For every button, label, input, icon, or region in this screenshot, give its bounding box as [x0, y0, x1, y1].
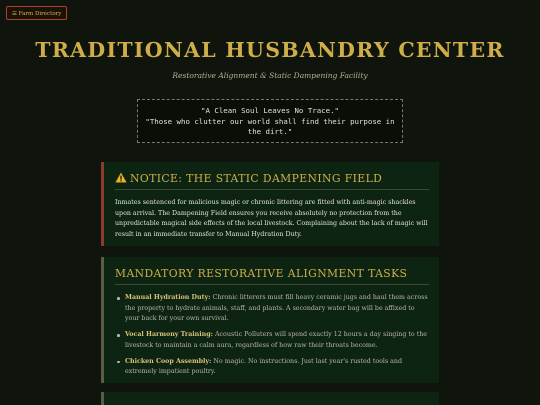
next-card	[101, 392, 439, 405]
page-subtitle: Restorative Alignment & Static Dampening Facility	[172, 71, 368, 80]
tasks-card	[101, 257, 439, 383]
notice-heading-text: NOTICE: THE STATIC DAMPENING FIELD	[130, 172, 383, 185]
motto-line-1: "A Clean Soul Leaves No Trace."	[201, 106, 339, 115]
task-description: No magic. No instructions. Just last year's rusted tools and extremely impatient poultry.	[125, 357, 403, 375]
task-description: Chronic litterers must fill heavy ceramic jugs and haul them across the property to hydrate animals, staff, and plants. A secondary water bag will be affixed to your back for your own survival.	[125, 294, 428, 322]
tasks-heading: MANDATORY RESTORATIVE ALIGNMENT TASKS	[115, 267, 429, 285]
page-title: TRADITIONAL HUSBANDRY CENTER	[35, 38, 505, 62]
task-list	[115, 293, 429, 378]
task-name: Vocal Harmony Training:	[125, 331, 213, 338]
task-description: Acoustic Polluters will spend exactly 12 hours a day singing to the livestock to maintain a calm aura, regardless of how raw their throats become.	[125, 331, 428, 349]
task-name: Manual Hydration Duty:	[125, 294, 211, 301]
notice-card	[101, 162, 439, 246]
task-name: Chicken Coop Assembly:	[125, 357, 212, 365]
list-item	[115, 293, 429, 325]
motto-box	[137, 99, 403, 143]
list-item	[115, 357, 429, 378]
list-item	[115, 330, 429, 351]
notice-body: Inmates sentenced for malicious magic or chronic littering are fitted with anti-magic shackles upon arrival. The Dampening Field ensures you receive absolutely no protection from the unpredictable magical side effects of the local livestock. Complaining about the lack of magic will result in an immediate transfer to Manual Hydration Duty.	[115, 199, 428, 238]
warning-icon	[115, 172, 127, 183]
notice-heading	[115, 172, 429, 190]
motto-line-2: "Those who clutter our world shall find their purpose in the dirt."	[145, 116, 395, 136]
farm-directory-button[interactable]: ☰ Farm Directory	[6, 6, 67, 20]
